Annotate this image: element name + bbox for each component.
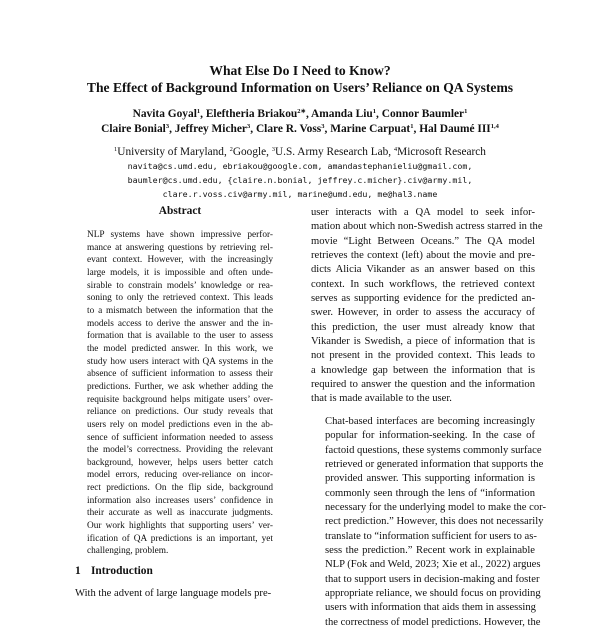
email-line: clare.r.voss.civ@army.mil, marine@umd.edu, me@hal3.name [162,189,438,200]
body-line: that to support users in decision-making and foster [325,573,540,585]
abstract-line: to a mismatch between the information that the [87,305,273,316]
abstract-body [87,229,273,558]
paper-header [0,62,600,202]
affiliation-name: Google, [232,146,272,158]
abstract-line: formation that is available to the user to assess [87,331,273,342]
abstract-line: evant context. However, with the increasingly [87,255,273,266]
author-affiliation-mark: 1 [410,122,414,130]
body-line: dicts Alicia Vikander as an answer based on this [311,264,535,276]
body-line: mation about which non-Swedish actress starred in the [311,221,543,233]
body-paragraph-2 [311,415,546,630]
abstract-line: sence of sufficient information needed to assess [87,432,273,443]
author-name: Eleftheria Briakou [205,108,298,120]
abstract-line: large models, it is impossible and often unde- [87,267,273,278]
abstract-line: their accurate as well as inaccurate judgments. [87,508,273,519]
abstract-heading: Abstract [158,205,202,217]
abstract-line: rect predictions. On the flip side, background [87,483,273,494]
affiliation-mark: 4 [393,146,398,153]
body-line: the correctness of model predictions. However, the [325,616,541,628]
abstract-line: predictions. Further, we ask whether adding the [87,381,273,392]
body-line: translate to “information sufficient for users to as- [325,530,537,542]
abstract-line: requisite background helps mitigate users’ over- [87,394,273,405]
left-column [75,205,285,558]
affiliation-name: University of Maryland, [117,146,230,158]
abstract-line: ification of QA predictions is an important, yet [87,533,273,544]
abstract-line: soning to only the retrieved context. This leads [87,293,273,304]
abstract-line: models access to derive the answer and the in- [87,318,273,329]
introduction-first-line: With the advent of large language models pre- [75,588,272,599]
abstract-line: the model predicted answer. In this work, we [87,343,273,354]
abstract-line: the model’s correctness. Providing the relevant [87,445,273,456]
body-line: factoid questions, these systems commonly surface [325,444,542,456]
author-name: Amanda Liu [311,108,373,120]
author-affiliation-mark: 1 [372,108,377,115]
body-line: movie “Light Between Oceans.” The QA model [311,235,535,247]
title-line-2: The Effect of Background Information on Users’ Reliance on QA Systems [86,80,514,95]
body-line: provided answer. This supporting information is [325,473,535,485]
body-line: Vikander is Swedish, a piece of information that is [311,336,535,348]
right-column [311,206,546,630]
author-affiliation-mark: 1 [196,108,201,115]
body-line: users with information that aids them in assessing [325,602,536,614]
affiliation-mark: 1 [114,146,118,153]
affiliation-name: U.S. Army Research Lab, [275,146,394,158]
body-line: retrieved or generated information that supports the [325,458,544,470]
abstract-line: mance at answering questions by retrieving rel- [87,242,273,253]
section-title: Introduction [91,565,153,577]
author-name: Jeffrey Micher [174,122,247,135]
affiliation-name: Microsoft Research [397,146,486,158]
email-line: baumler@cs.umd.edu, {claire.n.bonial, jeffrey.c.micher}.civ@army.mil, [127,175,473,186]
body-line: NLP (Fok and Weld, 2023; Xie et al., 2022) argues [325,559,541,571]
author-line-2: Claire Bonial$^3$, Jeffrey Micher$^3$, Clare R. Voss$^3$, Marine Carpuat$^1$, Hal Daumé III$^{1,4}$ [101,122,499,135]
author-affiliation-mark: 2∗ [297,108,306,115]
author-name: Connor Baumler [381,108,465,120]
author-name: Clare R. Voss [255,122,322,135]
abstract-line: NLP systems have shown impressive perfor- [87,230,273,240]
email-list [0,159,600,202]
body-line: Chat-based interfaces are becoming increasingly [325,415,535,427]
abstract-line: challenging, problem. [87,546,169,557]
body-line: a knowledge gap between the information that is [311,364,535,376]
body-line: commonly seen through the lens of “information [325,487,535,499]
abstract-line: sirable to constrain models’ knowledge or rea- [87,280,273,291]
author-list [0,107,600,136]
author-name: Navita Goyal [132,108,197,120]
body-line: appropriate reliance, we should focus on providing [325,587,541,599]
body-line: rect prediction.” However, this does not necessarily [325,516,544,528]
body-paragraph-1 [311,206,543,407]
abstract-line: background, however, helps users better catch [87,457,273,468]
section-heading-introduction [75,565,153,577]
paper-title [0,62,600,96]
email-line: navita@cs.umd.edu, ebriakou@google.com, amandastephanieliu@gmail.com, [127,161,473,171]
affiliation-mark: 3 [271,146,276,153]
affiliation-mark: 2 [229,146,233,153]
abstract-line: information also increases users’ confidence in [87,495,273,506]
body-line: popular for information-seeking. In the case of [325,430,535,442]
author-name: Claire Bonial [101,122,166,135]
author-affiliation-mark: 1 [464,108,468,115]
body-line: user interacts with a QA model to seek infor- [311,207,535,218]
body-line: sess the prediction.” Recent work in explainable [325,544,535,556]
body-line: serves as supporting evidence for the predicted an- [311,293,535,305]
body-line: not present in the provided context. This leads to [311,350,535,362]
affiliations [0,145,600,202]
author-name: Marine Carpuat [330,122,411,135]
abstract-line: absence of sufficient information to assess their [87,369,273,380]
body-line: this prediction, the user must already know that [311,321,535,333]
author-line-1: Navita Goyal$^1$, Eleftheria Briakou$^{2∗}$, Amanda Liu$^1$, Connor Baumler$^1$ [132,108,468,120]
body-line: swer. However, in order to assess the accuracy of [311,307,535,319]
body-line: required to answer the question and the information [311,379,535,391]
affiliation-line [0,145,600,159]
author-affiliation-mark: 1,4 [490,122,499,130]
body-line: retrieves the context (left) about the movie and pre- [311,250,535,262]
body-line: that is made available to the user. [311,393,452,405]
author-affiliation-mark: 3 [165,122,170,130]
abstract-line: users rely on model predictions even in the ab- [87,419,273,430]
abstract-line: study how users interact with QA systems in the [87,356,273,367]
abstract-line: model errors, reducing over-reliance on incor- [87,470,273,481]
section-number: 1 [75,565,81,577]
abstract-line: reliance on predictions. Our study reveals that [87,407,273,418]
body-line: context. In such workflows, the retrieved context [311,278,535,290]
author-name: Hal Daumé III [419,122,491,135]
body-line: necessary for the underlying model to make the cor- [325,501,546,513]
abstract-line: Our work highlights that supporting users’ ver- [87,521,273,532]
title-line-1: What Else Do I Need to Know? [209,63,391,78]
author-affiliation-mark: 3 [321,122,325,130]
author-affiliation-mark: 3 [246,122,251,130]
